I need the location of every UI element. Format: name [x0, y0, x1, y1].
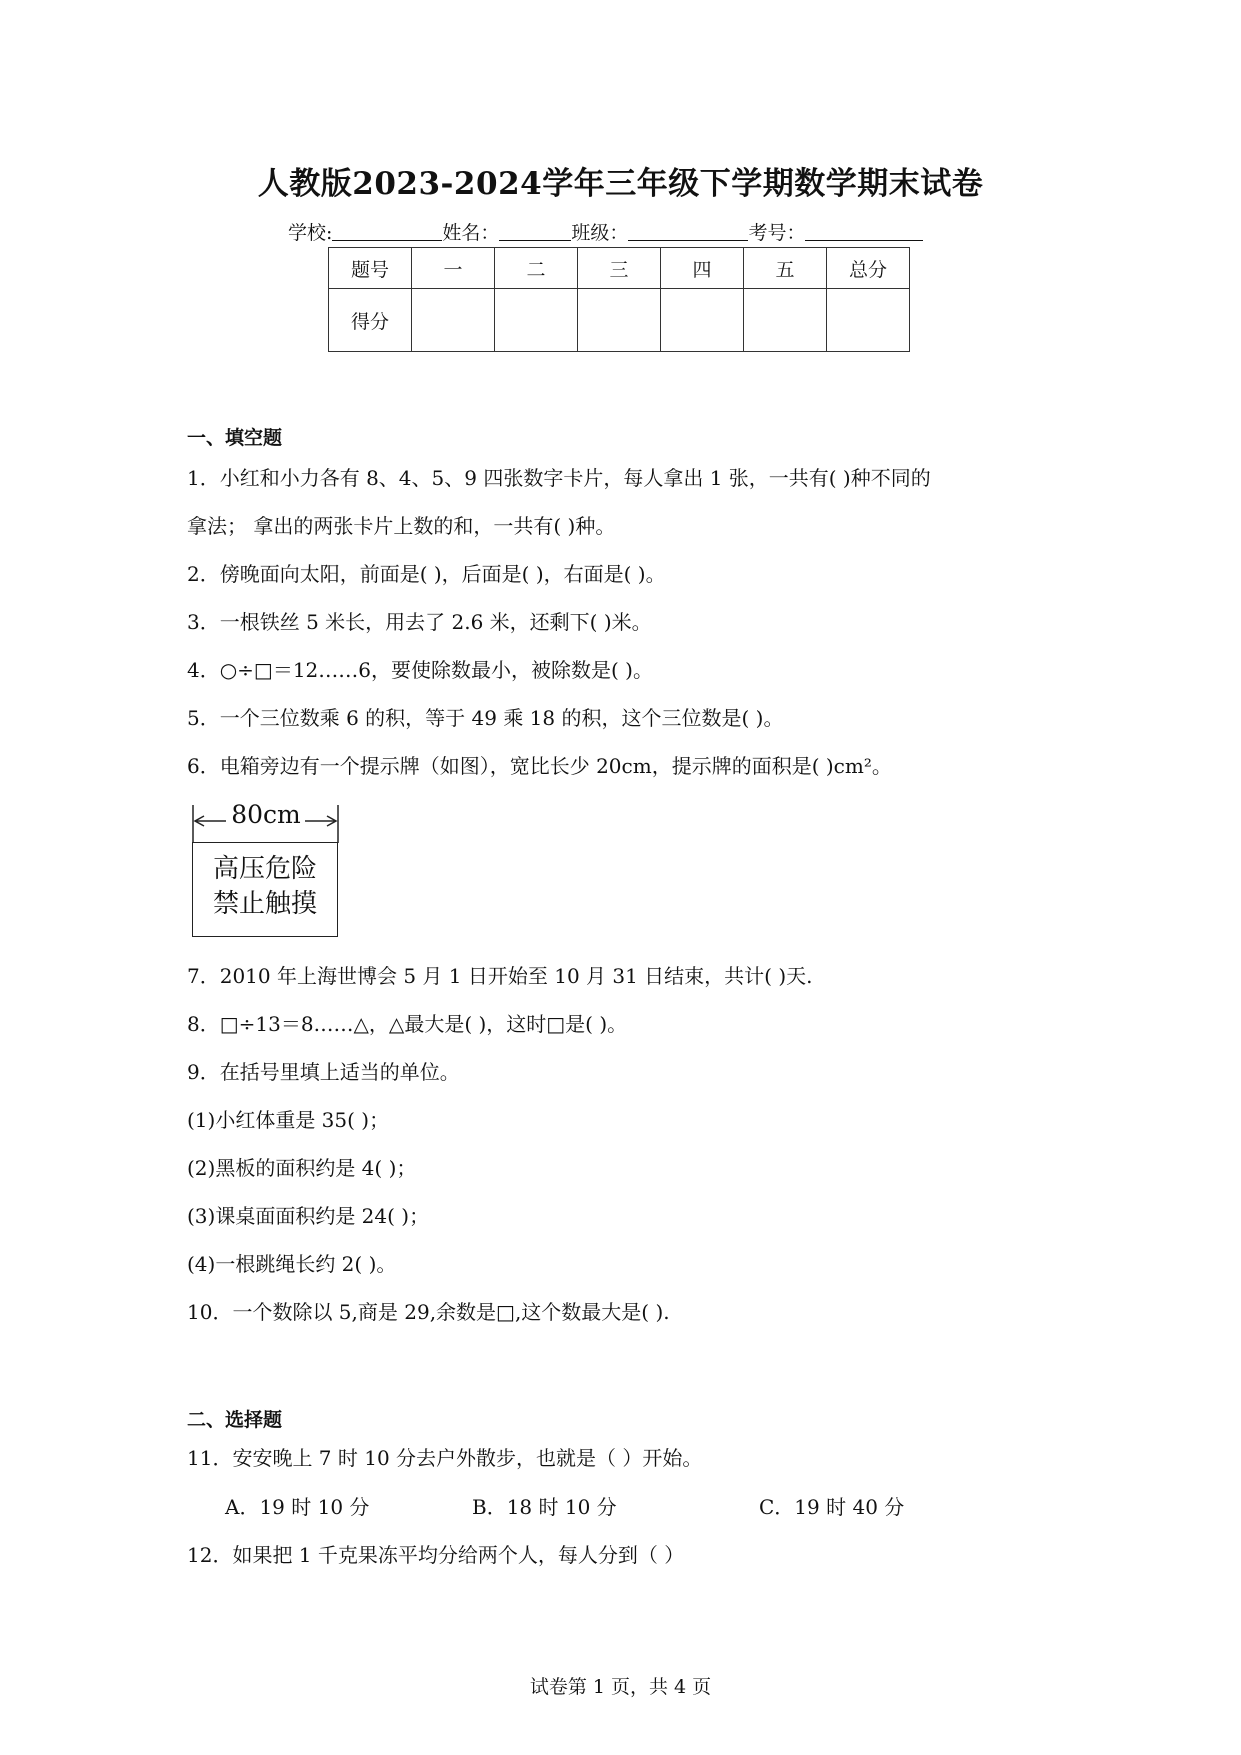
question-3: 3．一根铁丝 5 米长，用去了 2.6 米，还剩下( )米。 [187, 610, 652, 634]
class-blank [628, 220, 748, 241]
sign-width-label: 80cm [231, 800, 301, 829]
name-label: 姓名： [442, 222, 500, 244]
score-row-label: 得分 [329, 289, 412, 352]
question-9-2: (2)黑板的面积约是 4( )； [187, 1156, 417, 1180]
question-11-option-b: B．18 时 10 分 [472, 1495, 617, 1519]
page-title: 人教版2023-2024学年三年级下学期数学期末试卷 [257, 166, 984, 202]
score-cell [744, 289, 827, 352]
sign-line-1: 高压危险 [212, 854, 317, 884]
score-header-cell: 题号 [329, 248, 412, 289]
section-heading-fill-in: 一、填空题 [187, 427, 283, 449]
sign-line-2: 禁止触摸 [212, 889, 317, 919]
page-footer: 试卷第 1 页，共 4 页 [529, 1676, 712, 1698]
score-header-cell: 四 [661, 248, 744, 289]
score-table-score-row [329, 289, 910, 352]
score-table-header-row [329, 248, 910, 289]
score-cell [578, 289, 661, 352]
question-4: 4．○÷□＝12……6，要使除数最小，被除数是( )。 [187, 658, 653, 682]
question-6: 6．电箱旁边有一个提示牌（如图），宽比长少 20cm，提示牌的面积是( )cm²。 [187, 754, 892, 778]
student-info-line [288, 218, 923, 245]
question-7: 7．2010 年上海世博会 5 月 1 日开始至 10 月 31 日结束，共计( )天. [187, 964, 813, 988]
score-cell [661, 289, 744, 352]
name-blank [499, 220, 571, 241]
exam-no-label: 考号： [748, 222, 806, 244]
question-8: 8．□÷13＝8……△，△最大是( )，这时□是( )。 [187, 1012, 628, 1036]
score-header-cell: 五 [744, 248, 827, 289]
question-9-4: (4)一根跳绳长约 2( )。 [187, 1252, 397, 1276]
question-9: 9．在括号里填上适当的单位。 [187, 1060, 460, 1084]
warning-sign-text [192, 852, 338, 922]
school-blank [332, 220, 442, 241]
question-11: 11．安安晚上 7 时 10 分去户外散步，也就是（ ）开始。 [187, 1446, 703, 1470]
question-1: 1．小红和小力各有 8、4、5、9 四张数字卡片，每人拿出 1 张，一共有( )种不同的 [187, 466, 931, 490]
question-10: 10．一个数除以 5,商是 29,余数是□,这个数最大是( ). [187, 1300, 670, 1324]
exam-no-blank [805, 220, 923, 241]
question-11-option-a: A．19 时 10 分 [225, 1495, 370, 1519]
question-11-option-c: C．19 时 40 分 [759, 1495, 905, 1519]
question-1-continued: 拿法； 拿出的两张卡片上数的和，一共有( )种。 [187, 514, 616, 538]
score-cell [495, 289, 578, 352]
question-2: 2．傍晚面向太阳，前面是( )，后面是( )，右面是( )。 [187, 562, 666, 586]
score-cell [827, 289, 910, 352]
question-9-1: (1)小红体重是 35( )； [187, 1108, 390, 1132]
question-9-3: (3)课桌面面积约是 24( )； [187, 1204, 430, 1228]
class-label: 班级： [571, 222, 629, 244]
question-12: 12．如果把 1 千克果冻平均分给两个人，每人分到（ ） [187, 1543, 685, 1567]
score-header-cell: 三 [578, 248, 661, 289]
score-header-cell: 总分 [827, 248, 910, 289]
school-label: 学校: [288, 222, 333, 244]
score-cell [412, 289, 495, 352]
score-header-cell: 一 [412, 248, 495, 289]
question-5: 5．一个三位数乘 6 的积，等于 49 乘 18 的积，这个三位数是( )。 [187, 706, 784, 730]
section-heading-multiple-choice: 二、选择题 [187, 1409, 283, 1431]
score-header-cell: 二 [495, 248, 578, 289]
score-table [328, 247, 910, 352]
